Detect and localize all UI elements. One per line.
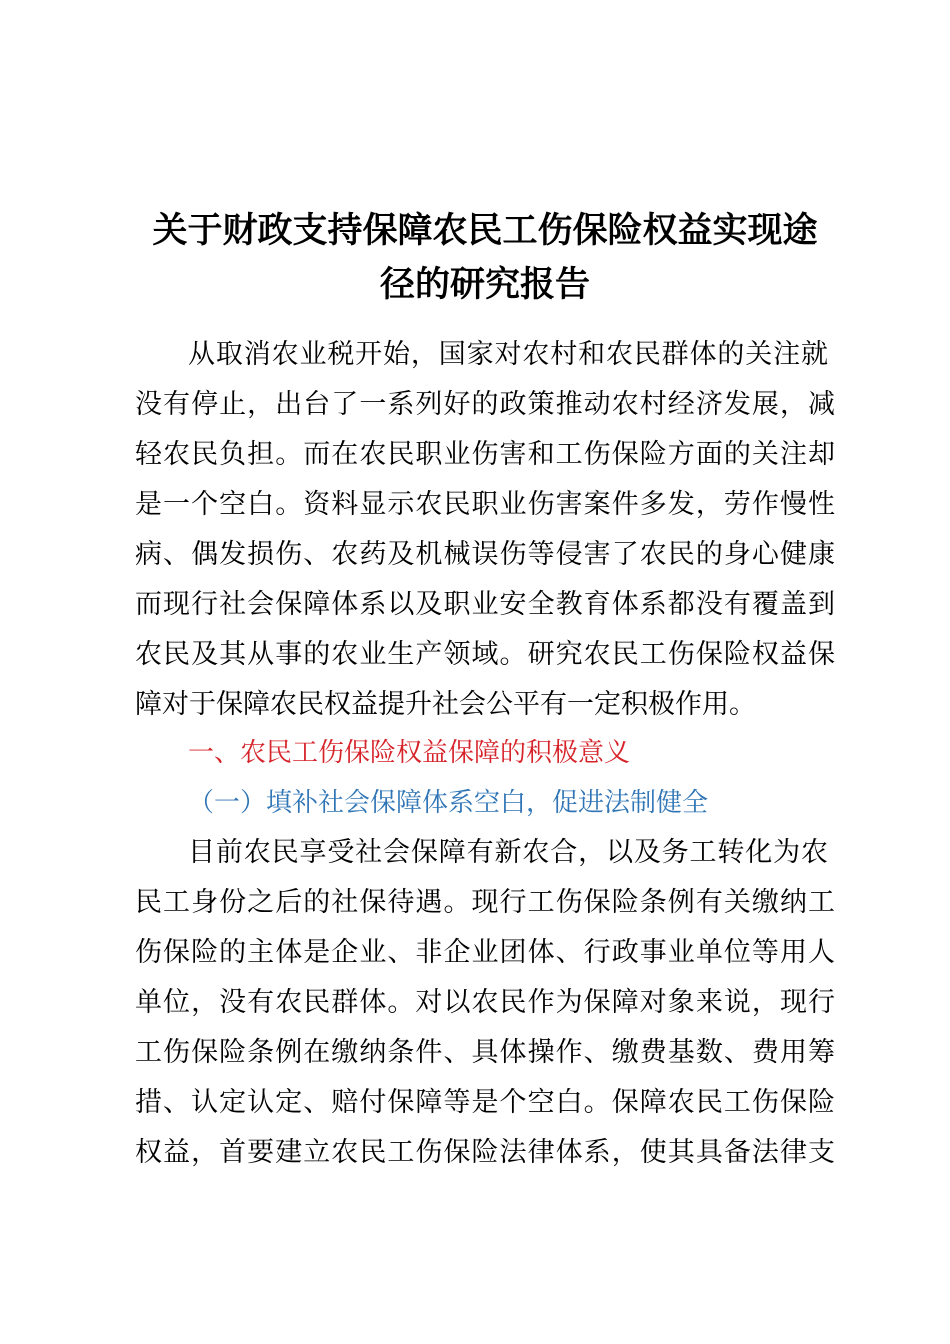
paragraph-line: 病、偶发损伤、农药及机械误伤等侵害了农民的身心健康 (135, 539, 835, 570)
paragraph-line: 轻农民负担。而在农民职业伤害和工伤保险方面的关注却 (135, 439, 835, 470)
paragraph-line: 民工身份之后的社保待遇。现行工伤保险条例有关缴纳工 (135, 887, 835, 918)
paragraph-line: 障对于保障农民权益提升社会公平有一定积极作用。 (135, 689, 756, 720)
paragraph-line: 目前农民享受社会保障有新农合，以及务工转化为农 (188, 837, 828, 868)
paragraph-line: 措、认定认定、赔付保障等是个空白。保障农民工伤保险 (135, 1087, 835, 1118)
paragraph-line: 单位，没有农民群体。对以农民作为保障对象来说，现行 (135, 987, 835, 1018)
paragraph-line: 农民及其从事的农业生产领域。研究农民工伤保险权益保 (135, 639, 835, 670)
paragraph-line: 伤保险的主体是企业、非企业团体、行政事业单位等用人 (135, 937, 835, 968)
title-line-2: 径的研究报告 (379, 265, 590, 305)
paragraph-line: 是一个空白。资料显示农民职业伤害案件多发，劳作慢性 (135, 489, 835, 520)
document-title (120, 204, 850, 312)
paragraph-line: 而现行社会保障体系以及职业安全教育体系都没有覆盖到 (135, 589, 835, 620)
subsection-heading: （一）填补社会保障体系空白，促进法制健全 (188, 788, 709, 818)
section-heading: 一、农民工伤保险权益保障的积极意义 (188, 738, 631, 768)
paragraph-line: 没有停止，出台了一系列好的政策推动农村经济发展，减 (135, 389, 835, 420)
paragraph-line: 工伤保险条例在缴纳条件、具体操作、缴费基数、费用筹 (135, 1037, 835, 1068)
title-line-1: 关于财政支持保障农民工伤保险权益实现途 (152, 211, 818, 251)
paragraph-line: 权益，首要建立农民工伤保险法律体系，使其具备法律支 (135, 1137, 835, 1168)
paragraph-line: 从取消农业税开始，国家对农村和农民群体的关注就 (188, 339, 828, 370)
